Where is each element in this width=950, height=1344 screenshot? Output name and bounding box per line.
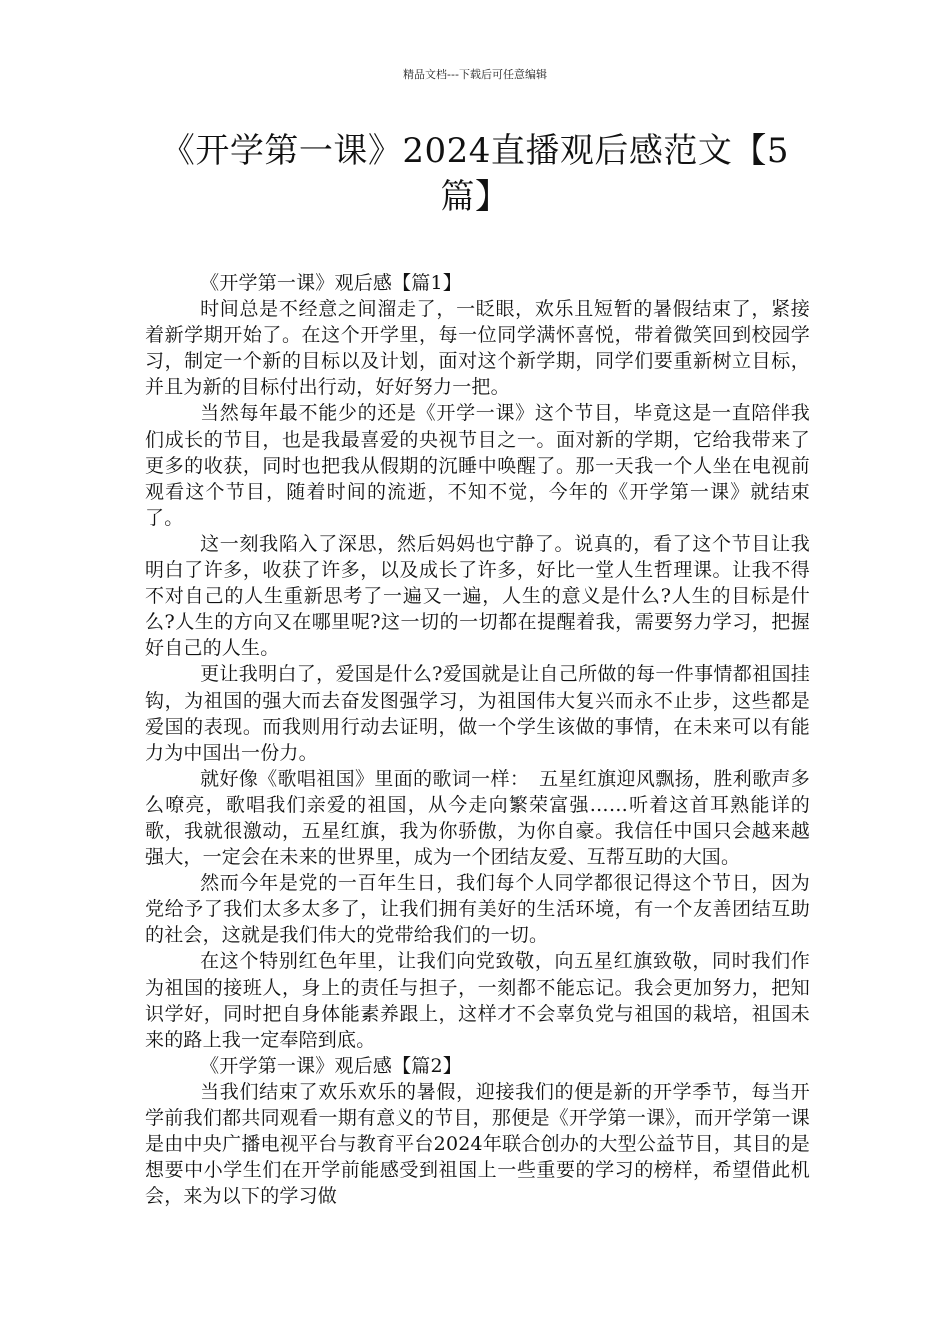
paragraph: 当然每年最不能少的还是《开学一课》这个节目，毕竟这是一直陪伴我们成长的节目，也是我最喜爱的央视节目之一。面对新的学期，它给我带来了更多的收获，同时也把我从假期的沉睡中唤醒了。那一天我一个人坐在电视前观看这个节目，随着时间的流逝，不知不觉，今年的《开学第一课》就结束了。 xyxy=(145,402,810,529)
paragraph: 时间总是不经意之间溜走了，一眨眼，欢乐且短暂的暑假结束了，紧接着新学期开始了。在这个开学里，每一位同学满怀喜悦，带着微笑回到校园学习，制定一个新的目标以及计划，面对这个新学期，同学们要重新树立目标，并且为新的目标付出行动，好好努力一把。 xyxy=(145,298,810,399)
paragraph: 在这个特别红色年里，让我们向党致敬，向五星红旗致敬，同时我们作为祖国的接班人，身上的责任与担子，一刻都不能忘记。我会更加努力，把知识学好，同时把自身体能素养跟上，这样才不会辜负党与祖国的栽培，祖国未来的路上我一定奉陪到底。 xyxy=(145,950,810,1051)
section-heading-2: 《开学第一课》观后感【篇2】 xyxy=(200,1054,462,1077)
paragraph: 然而今年是党的一百年生日，我们每个人同学都很记得这个节日，因为党给予了我们太多太多了，让我们拥有美好的生活环境，有一个友善团结互助的社会，这就是我们伟大的党带给我们的一切。 xyxy=(145,872,810,947)
document-title: 《开学第一课》2024直播观后感范文【5篇】 xyxy=(160,131,790,217)
paragraph: 这一刻我陷入了深思，然后妈妈也宁静了。说真的，看了这个节目让我明白了许多，收获了许多，以及成长了许多，好比一堂人生哲理课。让我不得不对自己的人生重新思考了一遍又一遍，人生的意义是什么?人生的目标是什么?人生的方向又在哪里呢?这一切的一切都在提醒着我，需要努力学习，把握好自己的人生。 xyxy=(145,532,810,660)
paragraph: 更让我明白了，爱国是什么?爱国就是让自己所做的每一件事情都祖国挂钩，为祖国的强大而去奋发图强学习，为祖国伟大复兴而永不止步，这些都是爱国的表现。而我则用行动去证明，做一个学生该做的事情，在未来可以有能力为中国出一份力。 xyxy=(145,663,810,764)
section-heading-1: 《开学第一课》观后感【篇1】 xyxy=(200,272,462,294)
paragraph: 就好像《歌唱祖国》里面的歌词一样： 五星红旗迎风飘扬，胜利歌声多么嘹亮，歌唱我们亲爱的祖国，从今走向繁荣富强……听着这首耳熟能详的歌，我就很激动，五星红旗，我为你骄傲，为你自豪。我信任中国只会越来越强大，一定会在未来的世界里，成为一个团结友爱、互帮互助的大国。 xyxy=(145,767,810,869)
page-header: 精品文档---下载后可任意编辑 xyxy=(403,68,547,81)
paragraph: 当我们结束了欢乐欢乐的暑假，迎接我们的便是新的开学季节，每当开学前我们都共同观看一期有意义的节目，那便是《开学第一课》，而开学第一课是由中央广播电视平台与教育平台2024年联合创办的大型公益节目，其目的是想要中小学生们在开学前能感受到祖国上一些重要的学习的榜样，希望借此机会，来为以下的学习做 xyxy=(145,1080,810,1208)
document-body xyxy=(145,270,810,1209)
